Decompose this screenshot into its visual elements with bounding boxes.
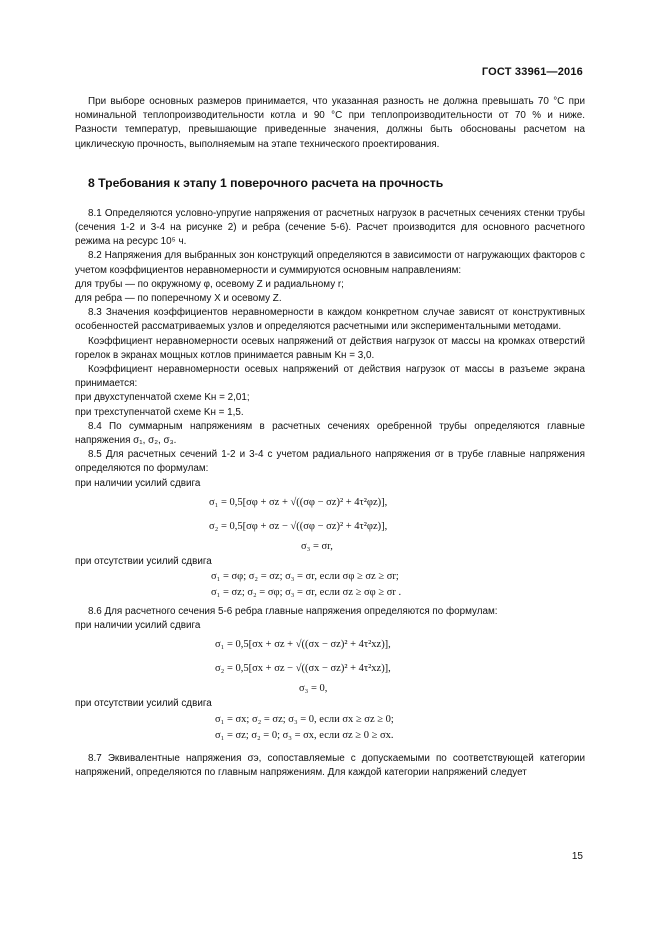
paragraph-8-6-noshear: при отсутствии усилий сдвига	[75, 698, 212, 710]
paragraph-8-4: 8.4 По суммарным напряжениям в расчетных сечениях оребренной трубы определяются главные напряжения σ₁, σ₂, σ₃.	[75, 420, 585, 447]
paragraph-8-2-pipe: для трубы — по окружному φ, осевому Z и радиальному r;	[75, 278, 344, 290]
page-number: 15	[571, 851, 583, 862]
formula-8-6-sigma3: σ₃ = 0,	[299, 683, 328, 695]
formula-8-6-case1: σ₁ = σx; σ₂ = σz; σ₃ = 0, если σx ≥ σz ≥ 0;	[215, 713, 394, 725]
paragraph-8-6-shear: при наличии усилий сдвига	[75, 620, 201, 632]
paragraph-8-3: 8.3 Значения коэффициентов неравномерности в каждом конкретном случае зависят от конструктивных особенностей рассматриваемых узлов и определяются расчетными или экспериментальными методами.	[75, 307, 585, 333]
paragraph-8-5-shear: при наличии усилий сдвига	[75, 477, 201, 489]
document-code: ГОСТ 33961—2016	[481, 66, 583, 78]
page-body	[75, 95, 585, 780]
paragraph-8-3-c: при двухступенчатой схеме Kн = 2,01;	[75, 392, 250, 404]
paragraph-8-5: 8.5 Для расчетных сечений 1-2 и 3-4 с учетом радиального напряжения σr в трубе главные напряжения определяются по формулам:	[75, 449, 585, 475]
paragraph-8-2-rib: для ребра — по поперечному X и осевому Z.	[75, 293, 282, 305]
paragraph-8-1: 8.1 Определяются условно-упругие напряжения от расчетных нагрузок в расчетных сечениях стенки трубы (сечения 1-2 и 3-4 на рисунке 2) и ребра (сечение 5-6). Расчет производится для основного расчетного режима на ресурс 10⁵ ч.	[75, 207, 585, 248]
formula-8-5-sigma3: σ₃ = σr,	[301, 540, 333, 552]
paragraph-8-2: 8.2 Напряжения для выбранных зон конструкций определяются в зависимости от нагружающих факторов с учетом коэффициентов неравномерности и суммируются основным направлениям:	[75, 250, 585, 276]
paragraph-8-5-noshear: при отсутствии усилий сдвига	[75, 555, 212, 567]
intro-paragraph: При выборе основных размеров принимается, что указанная разность не должна превышать 70 °С при номинальной теплопроизводительности котла и 90 °С при теплопроизводительности от 70 % и ниже. Разности температур, превышающие приведенные значения, должны быть обоснованы расчетом на циклическую прочность, выполняемым на этапе технического проектирования.	[75, 96, 585, 150]
paragraph-8-3-d: при трехступенчатой схеме Kн = 1,5.	[75, 406, 244, 418]
section-title: 8 Требования к этапу 1 поверочного расчета на прочность	[88, 175, 444, 190]
formula-8-6-sigma2: σ₂ = 0,5[σx + σz − √((σx − σz)² + 4τ²xz)],	[215, 663, 391, 675]
formula-8-5-sigma2: σ₂ = 0,5[σφ + σz − √((σφ − σz)² + 4τ²φz)],	[209, 520, 388, 532]
formula-8-5-sigma1: σ₁ = 0,5[σφ + σz + √((σφ − σz)² + 4τ²φz)],	[209, 496, 388, 508]
paragraph-8-3-b: Коэффициент неравномерности осевых напряжений от действия нагрузок от массы в разъеме экрана принимается:	[75, 364, 585, 390]
formula-8-5-case1: σ₁ = σφ; σ₂ = σz; σ₃ = σr, если σφ ≥ σz ≥ σr;	[211, 571, 399, 583]
formula-8-5-case2: σ₁ = σz; σ₂ = σφ; σ₃ = σr, если σz ≥ σφ ≥ σr .	[211, 587, 402, 599]
paragraph-8-3-a: Коэффициент неравномерности осевых напряжений от действия нагрузок от массы на кромках отверстий горелок в экранах мощных котлов принимается равным Kн = 3,0.	[75, 335, 585, 361]
paragraph-8-6: 8.6 Для расчетного сечения 5-6 ребра главные напряжения определяются по формулам:	[88, 606, 498, 618]
formula-8-6-case2: σ₁ = σz; σ₂ = 0; σ₃ = σx, если σz ≥ 0 ≥ σx.	[215, 729, 394, 741]
paragraph-8-7: 8.7 Эквивалентные напряжения σэ, сопоставляемые с допускаемыми по соответствующей категории напряжений, определяются по главным напряжениям. Для каждой категории напряжений следует	[75, 752, 585, 778]
formula-8-6-sigma1: σ₁ = 0,5[σx + σz + √((σx − σz)² + 4τ²xz)],	[215, 639, 391, 651]
